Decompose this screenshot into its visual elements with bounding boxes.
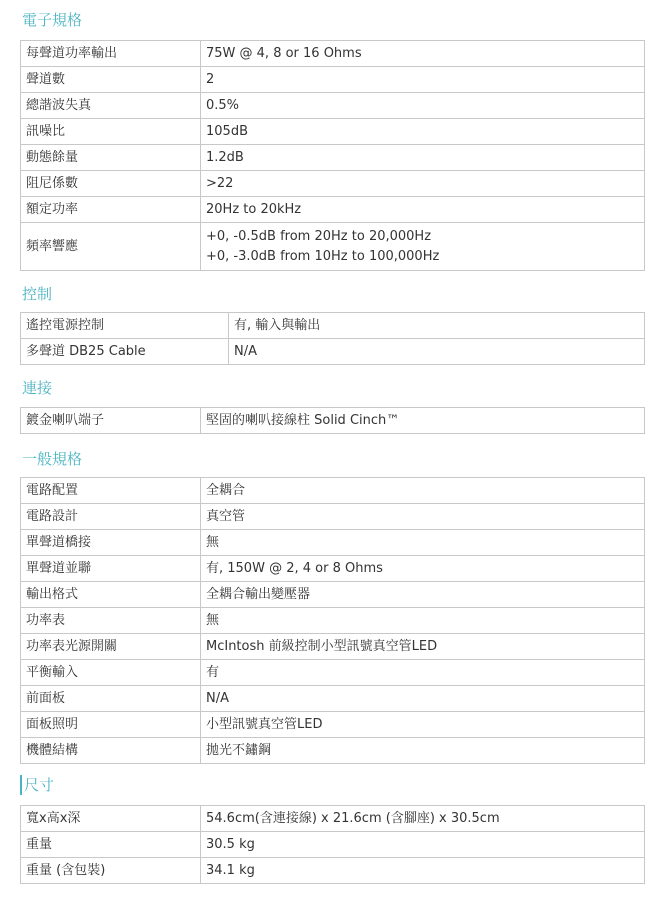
table-row	[21, 712, 645, 738]
spec-value: 75W @ 4, 8 or 16 Ohms	[201, 41, 645, 67]
spec-label: 平衡輸入	[21, 660, 201, 686]
spec-table-control	[20, 312, 645, 365]
spec-value: 真空管	[201, 504, 645, 530]
table-row	[21, 582, 645, 608]
section-title-general: 一般規格	[22, 450, 83, 468]
spec-table-electronics	[20, 40, 645, 271]
table-row	[21, 608, 645, 634]
spec-label: 單聲道並聯	[21, 556, 201, 582]
spec-label: 寬x高x深	[21, 806, 201, 832]
spec-value: 無	[201, 530, 645, 556]
table-row	[21, 93, 645, 119]
table-row	[21, 67, 645, 93]
table-row	[21, 832, 645, 858]
spec-label: 遙控電源控制	[21, 313, 229, 339]
section-title-control: 控制	[22, 285, 53, 303]
spec-label: 重量 (含包裝)	[21, 858, 201, 884]
spec-value: 全耦合輸出變壓器	[201, 582, 645, 608]
table-row	[21, 806, 645, 832]
spec-value: 20Hz to 20kHz	[201, 197, 645, 223]
spec-value: 全耦合	[201, 478, 645, 504]
spec-label: 每聲道功率輸出	[21, 41, 201, 67]
spec-value: 30.5 kg	[201, 832, 645, 858]
spec-value: 有	[201, 660, 645, 686]
table-row	[21, 858, 645, 884]
spec-label: 動態餘量	[21, 145, 201, 171]
section-title-connection: 連接	[22, 379, 53, 397]
spec-value: 堅固的喇叭接線柱 Solid Cinch™	[201, 408, 645, 434]
spec-value: 無	[201, 608, 645, 634]
spec-value	[201, 223, 645, 271]
table-row	[21, 530, 645, 556]
section-title-dimensions: 尺寸	[20, 775, 54, 795]
spec-label: 頻率響應	[21, 223, 201, 271]
spec-value: 54.6cm(含連接線) x 21.6cm (含腳座) x 30.5cm	[201, 806, 645, 832]
spec-value: 105dB	[201, 119, 645, 145]
spec-label: 電路設計	[21, 504, 201, 530]
table-row	[21, 686, 645, 712]
spec-label: 功率表光源開關	[21, 634, 201, 660]
spec-label: 訊噪比	[21, 119, 201, 145]
table-row	[21, 197, 645, 223]
spec-value: McIntosh 前級控制小型訊號真空管LED	[201, 634, 645, 660]
spec-label: 面板照明	[21, 712, 201, 738]
section-title-electronics: 電子規格	[22, 11, 83, 29]
table-row	[21, 504, 645, 530]
spec-table-connection	[20, 407, 645, 434]
table-row	[21, 634, 645, 660]
table-row	[21, 556, 645, 582]
spec-label: 單聲道橋接	[21, 530, 201, 556]
spec-label: 阻尼係數	[21, 171, 201, 197]
spec-value: 0.5%	[201, 93, 645, 119]
spec-label: 電路配置	[21, 478, 201, 504]
spec-value: 2	[201, 67, 645, 93]
spec-value: N/A	[201, 686, 645, 712]
spec-label: 功率表	[21, 608, 201, 634]
spec-label: 機體結構	[21, 738, 201, 764]
table-row	[21, 478, 645, 504]
spec-label: 總諧波失真	[21, 93, 201, 119]
table-row	[21, 119, 645, 145]
spec-value: 有, 輸入與輸出	[229, 313, 645, 339]
table-row	[21, 41, 645, 67]
spec-table-general	[20, 477, 645, 764]
spec-value-line: +0, -3.0dB from 10Hz to 100,000Hz	[206, 248, 440, 264]
table-row	[21, 171, 645, 197]
spec-value: >22	[201, 171, 645, 197]
table-row	[21, 223, 645, 271]
spec-label: 聲道數	[21, 67, 201, 93]
spec-label: 鍍金喇叭端子	[21, 408, 201, 434]
spec-value: 小型訊號真空管LED	[201, 712, 645, 738]
spec-value: 拋光不鏽鋼	[201, 738, 645, 764]
spec-value: 34.1 kg	[201, 858, 645, 884]
table-row	[21, 313, 645, 339]
spec-table-dimensions	[20, 805, 645, 884]
table-row	[21, 408, 645, 434]
spec-label: 輸出格式	[21, 582, 201, 608]
spec-label: 重量	[21, 832, 201, 858]
spec-value-line: +0, -0.5dB from 20Hz to 20,000Hz	[206, 228, 432, 244]
spec-label: 多聲道 DB25 Cable	[21, 339, 229, 365]
table-row	[21, 339, 645, 365]
spec-value: 有, 150W @ 2, 4 or 8 Ohms	[201, 556, 645, 582]
spec-value: 1.2dB	[201, 145, 645, 171]
spec-value: N/A	[229, 339, 645, 365]
spec-label: 額定功率	[21, 197, 201, 223]
table-row	[21, 738, 645, 764]
spec-label: 前面板	[21, 686, 201, 712]
table-row	[21, 145, 645, 171]
table-row	[21, 660, 645, 686]
